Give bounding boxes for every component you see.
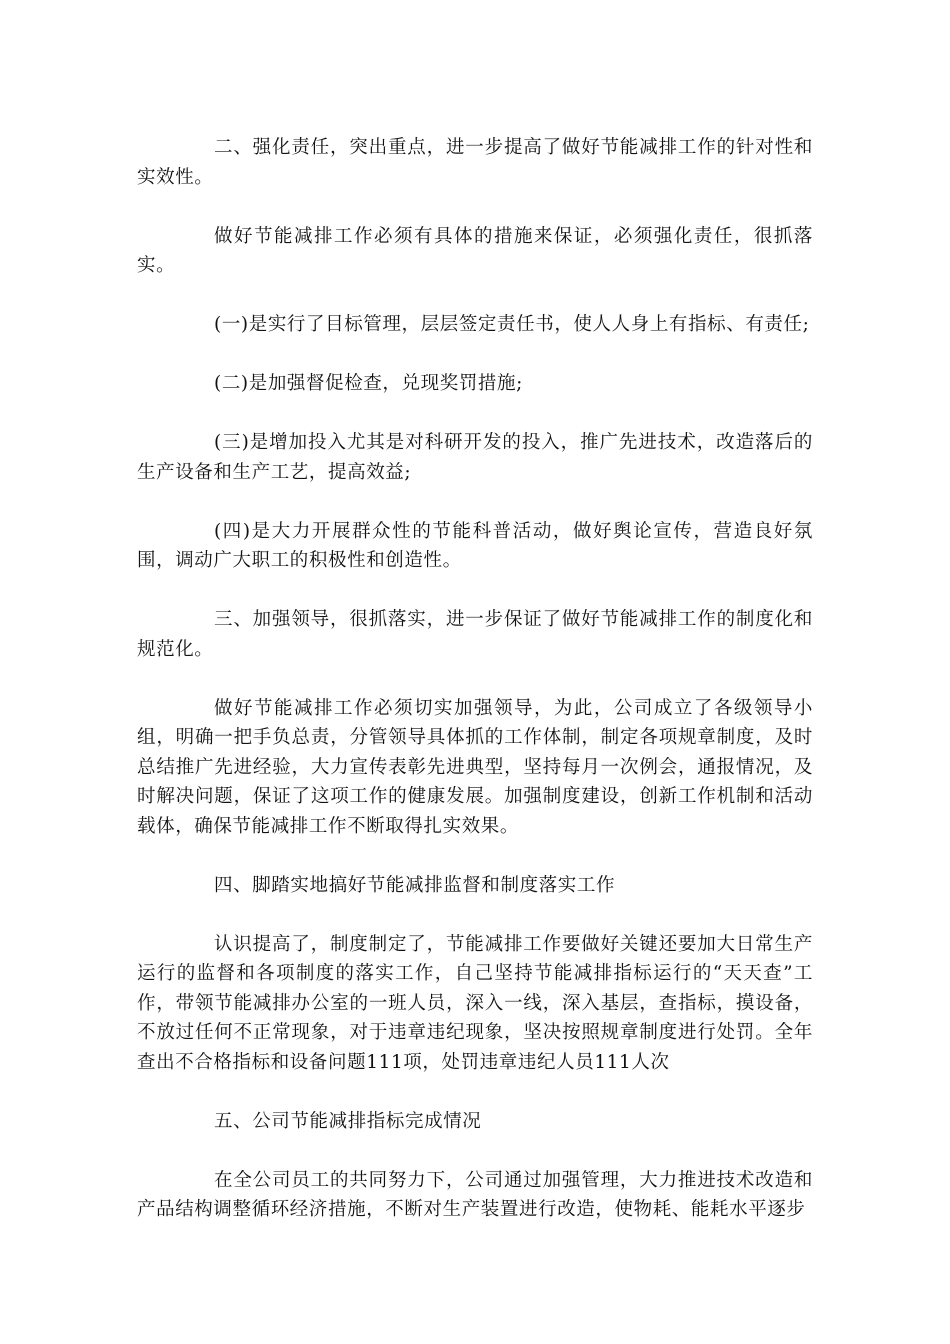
section-heading-3: 三、加强领导，很抓落实，进一步保证了做好节能减排工作的制度化和规范化。 xyxy=(137,609,813,660)
document-body xyxy=(137,133,813,1254)
list-item-1: (一)是实行了目标管理，层层签定责任书，使人人身上有指标、有责任; xyxy=(214,314,810,335)
list-item-4: (四)是大力开展群众性的节能科普活动，做好舆论宣传，营造良好氛围，调动广大职工的积极性和创造性。 xyxy=(137,520,813,571)
section-heading-4: 四、脚踏实地搞好节能减排监督和制度落实工作 xyxy=(214,874,616,896)
paragraph: 认识提高了，制度制定了，节能减排工作要做好关键还要加大日常生产运行的监督和各项制度的落实工作，自己坚持节能减排指标运行的“天天查”工作，带领节能减排办公室的一班人员，深入一线，深入基层，查指标，摸设备，不放过任何不正常现象，对于违章违纪现象，坚决按照规章制度进行处罚。全年查出不合格指标和设备问题111项，处罚违章违纪人员111人次 xyxy=(137,933,813,1073)
list-item-3: (三)是增加投入尤其是对科研开发的投入，推广先进技术，改造落后的生产设备和生产工艺，提高效益; xyxy=(137,432,813,483)
list-item-2: (二)是加强督促检查，兑现奖罚措施; xyxy=(214,373,523,394)
paragraph: 做好节能减排工作必须有具体的措施来保证，必须强化责任，很抓落实。 xyxy=(137,225,813,276)
paragraph: 在全公司员工的共同努力下，公司通过加强管理，大力推进技术改造和产品结构调整循环经济措施，不断对生产装置进行改造，使物耗、能耗水平逐步 xyxy=(137,1169,813,1220)
section-heading-5: 五、公司节能减排指标完成情况 xyxy=(214,1110,482,1132)
section-heading-2: 二、强化责任，突出重点，进一步提高了做好节能减排工作的针对性和实效性。 xyxy=(137,137,813,188)
paragraph: 做好节能减排工作必须切实加强领导，为此，公司成立了各级领导小组，明确一把手负总责，分管领导具体抓的工作体制，制定各项规章制度，及时总结推广先进经验，大力宣传表彰先进典型，坚持每月一次例会，通报情况，及时解决问题，保证了这项工作的健康发展。加强制度建设，创新工作机制和活动载体，确保节能减排工作不断取得扎实效果。 xyxy=(137,697,813,837)
